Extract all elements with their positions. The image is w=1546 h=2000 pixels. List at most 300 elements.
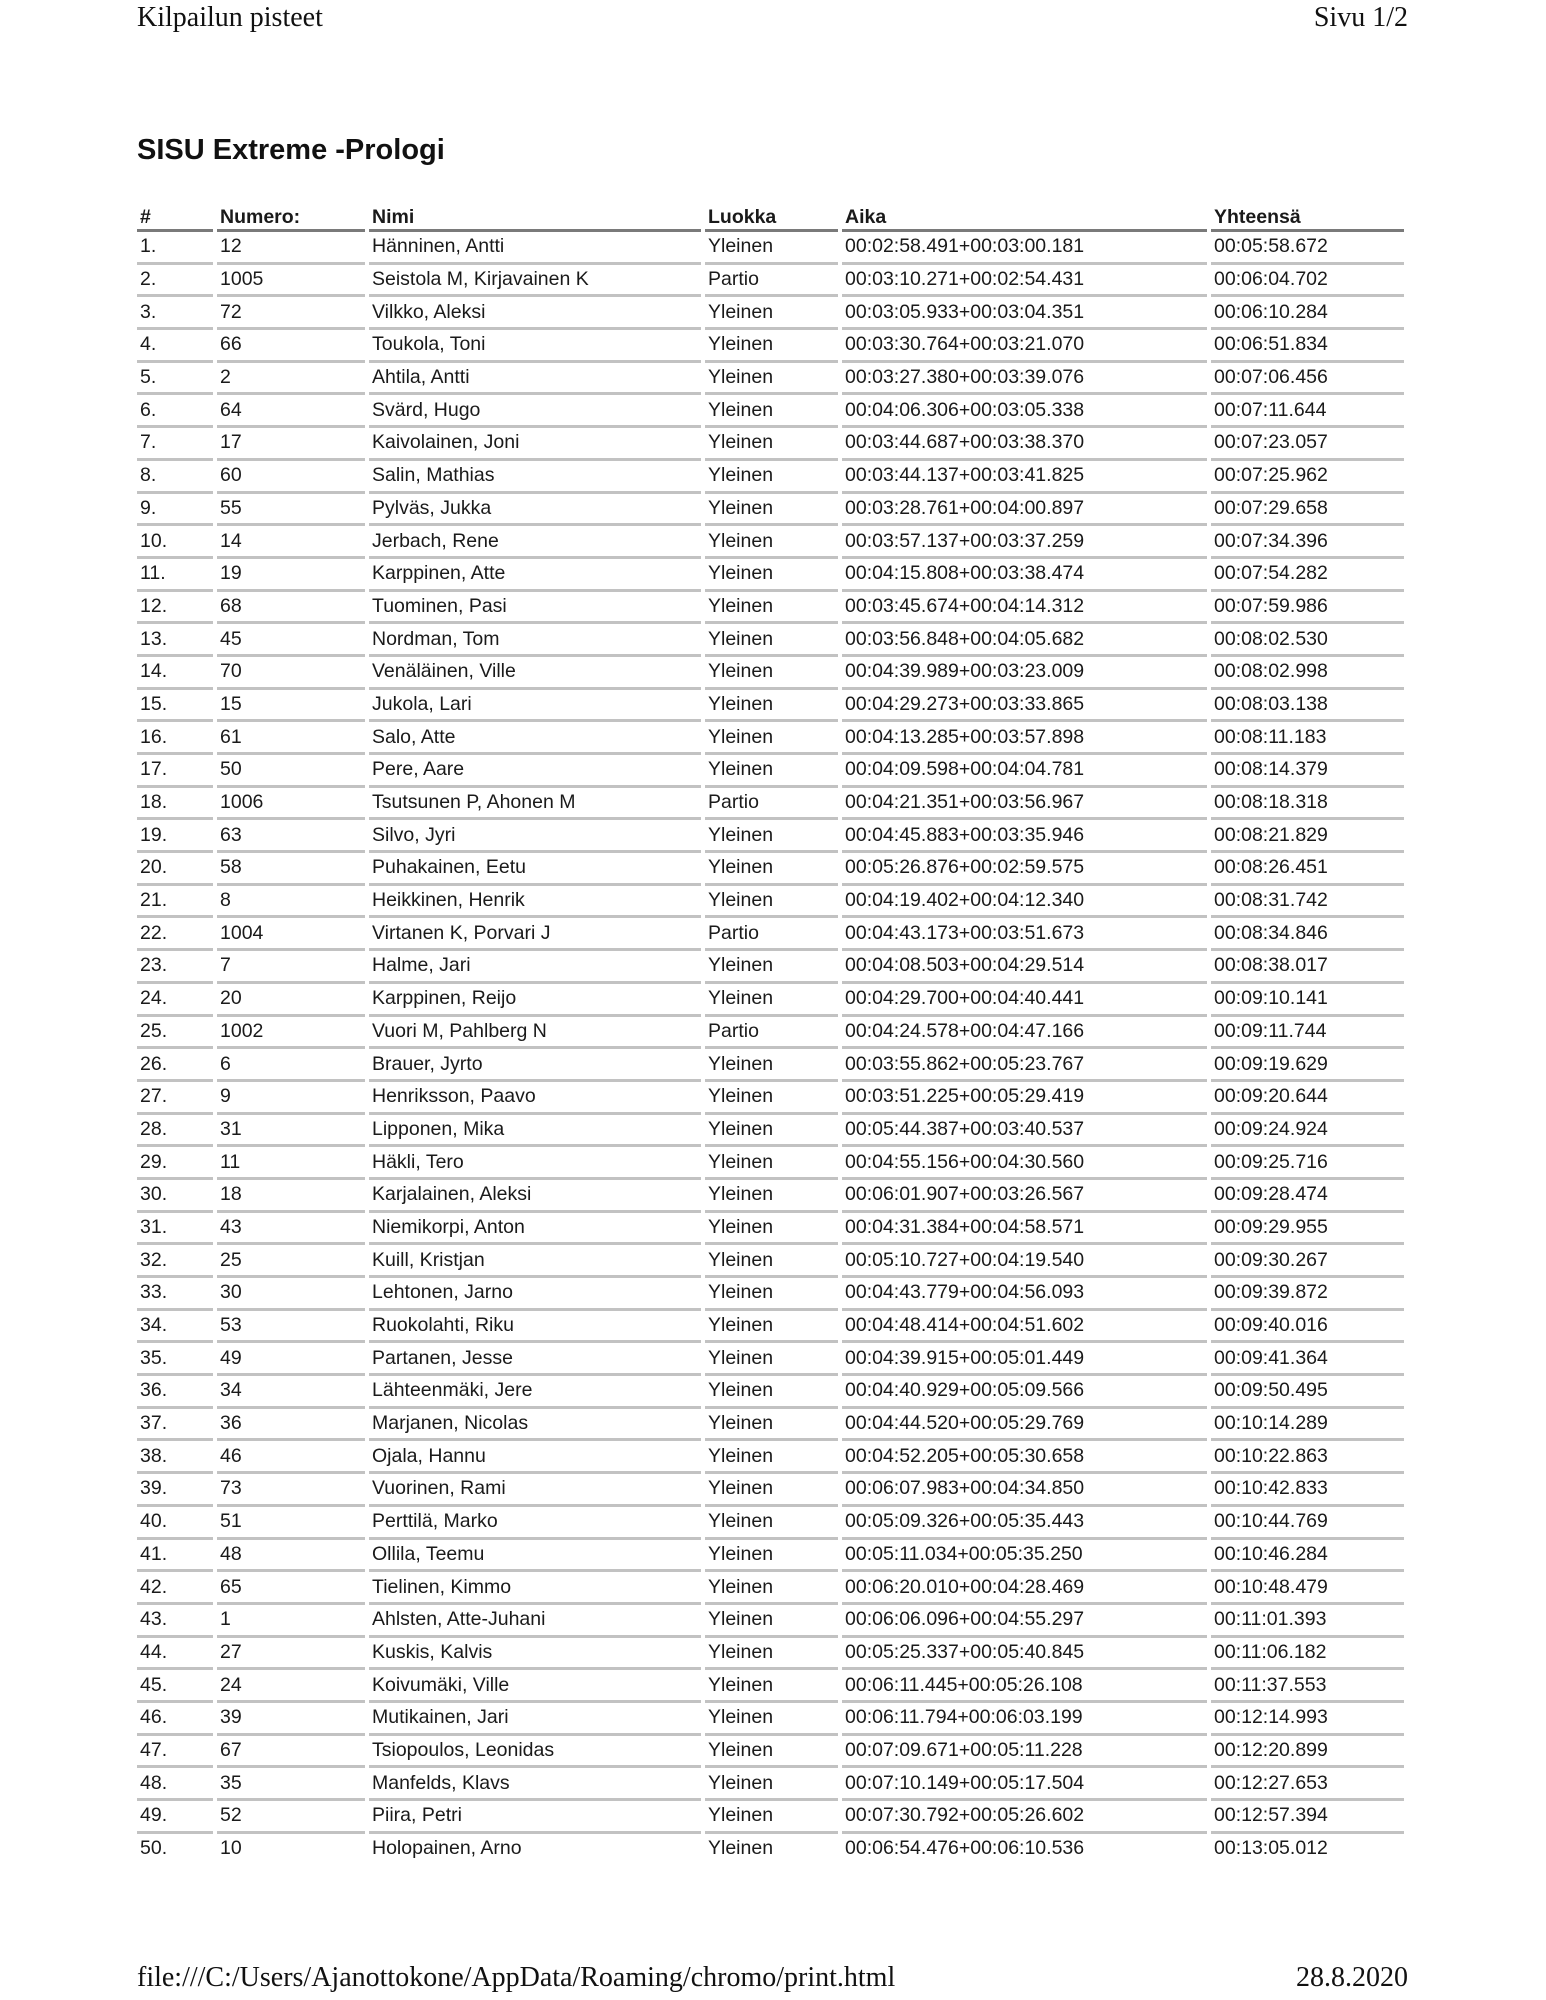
page-title: SISU Extreme -Prologi [137, 134, 445, 166]
cell-total: 00:10:44.769 [1211, 1507, 1404, 1540]
cell-name: Niemikorpi, Anton [369, 1213, 701, 1246]
cell-class: Yleinen [705, 1736, 838, 1769]
cell-number: 1006 [217, 788, 365, 821]
cell-total: 00:09:19.629 [1211, 1049, 1404, 1082]
cell-total: 00:08:21.829 [1211, 820, 1404, 853]
cell-total: 00:12:57.394 [1211, 1801, 1404, 1834]
cell-position: 40. [137, 1507, 213, 1540]
cell-time: 00:04:39.915+00:05:01.449 [842, 1343, 1207, 1376]
cell-name: Karppinen, Atte [369, 559, 701, 592]
table-row [137, 1441, 1404, 1474]
cell-total: 00:12:27.653 [1211, 1768, 1404, 1801]
cell-number: 72 [217, 297, 365, 330]
column-header-class: Luokka [705, 202, 838, 232]
cell-class: Yleinen [705, 1180, 838, 1213]
cell-time: 00:04:29.700+00:04:40.441 [842, 984, 1207, 1017]
table-row [137, 1376, 1404, 1409]
cell-time: 00:04:09.598+00:04:04.781 [842, 755, 1207, 788]
cell-name: Marjanen, Nicolas [369, 1409, 701, 1442]
cell-name: Hänninen, Antti [369, 232, 701, 265]
cell-time: 00:04:06.306+00:03:05.338 [842, 395, 1207, 428]
table-row [137, 1834, 1404, 1864]
cell-name: Häkli, Tero [369, 1147, 701, 1180]
cell-name: Holopainen, Arno [372, 1837, 522, 1860]
cell-time: 00:05:44.387+00:03:40.537 [842, 1115, 1207, 1148]
cell-number: 15 [217, 690, 365, 723]
cell-number: 12 [217, 232, 365, 265]
cell-name: Toukola, Toni [369, 330, 701, 363]
cell-number: 25 [217, 1245, 365, 1278]
table-row [137, 265, 1404, 298]
cell-position: 3. [137, 297, 213, 330]
cell-name: Perttilä, Marko [369, 1507, 701, 1540]
cell-number: 34 [217, 1376, 365, 1409]
cell-position: 23. [137, 951, 213, 984]
column-header-time: Aika [842, 202, 1207, 232]
cell-position: 2. [137, 265, 213, 298]
cell-class: Yleinen [705, 559, 838, 592]
table-row [137, 428, 1404, 461]
cell-number: 60 [217, 461, 365, 494]
cell-position: 22. [137, 918, 213, 951]
cell-time: 00:04:39.989+00:03:23.009 [842, 657, 1207, 690]
cell-position: 34. [137, 1311, 213, 1344]
cell-position: 47. [137, 1736, 213, 1769]
table-row [137, 918, 1404, 951]
cell-class: Yleinen [705, 1801, 838, 1834]
cell-total: 00:09:50.495 [1211, 1376, 1404, 1409]
cell-name: Tielinen, Kimmo [369, 1572, 701, 1605]
print-footer [137, 1962, 1408, 1994]
cell-name: Puhakainen, Eetu [369, 853, 701, 886]
cell-class: Yleinen [705, 1540, 838, 1573]
table-row [137, 1311, 1404, 1344]
cell-total: 00:06:10.284 [1211, 297, 1404, 330]
table-header-row [137, 202, 1404, 232]
column-header-total: Yhteensä [1211, 202, 1404, 232]
cell-total: 00:08:31.742 [1211, 886, 1404, 919]
cell-time: 00:05:25.337+00:05:40.845 [842, 1638, 1207, 1671]
print-date: 28.8.2020 [1296, 1962, 1408, 1993]
cell-number: 48 [217, 1540, 365, 1573]
cell-name: Vilkko, Aleksi [369, 297, 701, 330]
cell-total: 00:11:01.393 [1211, 1605, 1404, 1638]
table-row [137, 330, 1404, 363]
cell-number: 53 [217, 1311, 365, 1344]
cell-total: 00:12:14.993 [1211, 1703, 1404, 1736]
cell-position: 33. [137, 1278, 213, 1311]
cell-name: Lipponen, Mika [369, 1115, 701, 1148]
cell-time: 00:03:51.225+00:05:29.419 [842, 1082, 1207, 1115]
cell-name: Kaivolainen, Joni [369, 428, 701, 461]
table-row [137, 722, 1404, 755]
cell-position: 39. [137, 1474, 213, 1507]
table-row [137, 820, 1404, 853]
print-footer-url: file:///C:/Users/Ajanottokone/AppData/Roaming/chromo/print.html [137, 1962, 896, 1993]
cell-position: 14. [137, 657, 213, 690]
cell-number: 30 [217, 1278, 365, 1311]
table-row [137, 886, 1404, 919]
print-header-title: Kilpailun pisteet [137, 2, 323, 33]
cell-name: Tsiopoulos, Leonidas [369, 1736, 701, 1769]
cell-name: Pere, Aare [369, 755, 701, 788]
cell-position: 45. [137, 1670, 213, 1703]
cell-number: 70 [217, 657, 365, 690]
cell-number: 20 [217, 984, 365, 1017]
cell-total: 00:08:34.846 [1211, 918, 1404, 951]
cell-class: Yleinen [705, 1147, 838, 1180]
cell-number: 7 [217, 951, 365, 984]
cell-position: 27. [137, 1082, 213, 1115]
cell-number: 11 [217, 1147, 365, 1180]
cell-total: 00:09:29.955 [1211, 1213, 1404, 1246]
cell-time: 00:03:05.933+00:03:04.351 [842, 297, 1207, 330]
cell-name: Ahtila, Antti [369, 363, 701, 396]
cell-number: 43 [217, 1213, 365, 1246]
cell-time: 00:05:10.727+00:04:19.540 [842, 1245, 1207, 1278]
cell-time: 00:04:43.173+00:03:51.673 [842, 918, 1207, 951]
cell-position: 13. [137, 624, 213, 657]
cell-number: 14 [217, 526, 365, 559]
cell-total: 00:10:14.289 [1211, 1409, 1404, 1442]
cell-total: 00:09:40.016 [1211, 1311, 1404, 1344]
cell-name: Ruokolahti, Riku [369, 1311, 701, 1344]
cell-class: Partio [705, 918, 838, 951]
cell-total: 00:09:24.924 [1211, 1115, 1404, 1148]
table-row [137, 363, 1404, 396]
cell-number: 52 [217, 1801, 365, 1834]
table-row [137, 1343, 1404, 1376]
cell-time: 00:03:56.848+00:04:05.682 [842, 624, 1207, 657]
cell-number: 1005 [217, 265, 365, 298]
cell-time: 00:04:48.414+00:04:51.602 [842, 1311, 1207, 1344]
table-row [137, 1703, 1404, 1736]
cell-name: Kuskis, Kalvis [369, 1638, 701, 1671]
cell-time: 00:04:19.402+00:04:12.340 [842, 886, 1207, 919]
cell-position: 20. [137, 853, 213, 886]
cell-class: Yleinen [705, 1474, 838, 1507]
cell-class: Yleinen [705, 624, 838, 657]
cell-class: Yleinen [705, 1213, 838, 1246]
cell-time: 00:04:24.578+00:04:47.166 [842, 1017, 1207, 1050]
table-row [137, 788, 1404, 821]
table-row [137, 1115, 1404, 1148]
cell-time: 00:04:08.503+00:04:29.514 [842, 951, 1207, 984]
cell-time: 00:03:44.137+00:03:41.825 [842, 461, 1207, 494]
cell-position: 24. [137, 984, 213, 1017]
cell-name: Pylväs, Jukka [369, 494, 701, 527]
cell-number: 66 [217, 330, 365, 363]
cell-time: 00:07:09.671+00:05:11.228 [842, 1736, 1207, 1769]
column-header-position: # [137, 202, 213, 232]
cell-position: 7. [137, 428, 213, 461]
table-row [137, 1245, 1404, 1278]
cell-position: 25. [137, 1017, 213, 1050]
table-row [137, 1049, 1404, 1082]
cell-name: Koivumäki, Ville [369, 1670, 701, 1703]
cell-number: 8 [217, 886, 365, 919]
cell-class: Yleinen [705, 722, 838, 755]
cell-number: 58 [217, 853, 365, 886]
table-row [137, 1572, 1404, 1605]
cell-class: Yleinen [705, 1605, 838, 1638]
table-row [137, 494, 1404, 527]
cell-time: 00:05:26.876+00:02:59.575 [842, 853, 1207, 886]
cell-position: 44. [137, 1638, 213, 1671]
table-row [137, 592, 1404, 625]
cell-time: 00:05:09.326+00:05:35.443 [842, 1507, 1207, 1540]
table-row [137, 657, 1404, 690]
cell-name: Halme, Jari [369, 951, 701, 984]
cell-position: 31. [137, 1213, 213, 1246]
cell-position: 19. [137, 820, 213, 853]
cell-class: Yleinen [705, 1311, 838, 1344]
cell-name: Jukola, Lari [369, 690, 701, 723]
cell-number: 45 [217, 624, 365, 657]
cell-time: 00:06:06.096+00:04:55.297 [842, 1605, 1207, 1638]
cell-name: Vuori M, Pahlberg N [369, 1017, 701, 1050]
cell-position: 6. [137, 395, 213, 428]
table-row [137, 1768, 1404, 1801]
cell-number: 19 [217, 559, 365, 592]
table-row [137, 1082, 1404, 1115]
cell-position: 26. [137, 1049, 213, 1082]
cell-number: 1 [217, 1605, 365, 1638]
cell-name: Mutikainen, Jari [369, 1703, 701, 1736]
cell-total: 00:06:51.834 [1211, 330, 1404, 363]
table-row [137, 297, 1404, 330]
cell-class: Yleinen [705, 330, 838, 363]
table-row [137, 461, 1404, 494]
cell-class: Yleinen [705, 820, 838, 853]
cell-number: 39 [217, 1703, 365, 1736]
cell-total: 00:06:04.702 [1211, 265, 1404, 298]
cell-time: 00:06:07.983+00:04:34.850 [842, 1474, 1207, 1507]
table-row [137, 232, 1404, 265]
table-row [137, 624, 1404, 657]
table-row [137, 1801, 1404, 1834]
cell-name: Karppinen, Reijo [369, 984, 701, 1017]
cell-position: 41. [137, 1540, 213, 1573]
cell-position: 12. [137, 592, 213, 625]
cell-name: Manfelds, Klavs [369, 1768, 701, 1801]
cell-class: Yleinen [705, 428, 838, 461]
cell-time: 00:03:27.380+00:03:39.076 [842, 363, 1207, 396]
cell-number: 10 [220, 1837, 242, 1860]
cell-number: 50 [217, 755, 365, 788]
cell-time: 00:03:55.862+00:05:23.767 [842, 1049, 1207, 1082]
cell-time: 00:03:30.764+00:03:21.070 [842, 330, 1207, 363]
cell-position: 28. [137, 1115, 213, 1148]
table-row [137, 1605, 1404, 1638]
cell-number: 17 [217, 428, 365, 461]
print-header [137, 2, 1408, 34]
cell-time: 00:02:58.491+00:03:00.181 [842, 232, 1207, 265]
cell-name: Ahlsten, Atte-Juhani [369, 1605, 701, 1638]
cell-time: 00:06:20.010+00:04:28.469 [842, 1572, 1207, 1605]
cell-position: 1. [137, 232, 213, 265]
cell-number: 67 [217, 1736, 365, 1769]
cell-class: Yleinen [705, 592, 838, 625]
cell-time: 00:05:11.034+00:05:35.250 [842, 1540, 1207, 1573]
cell-time: 00:04:52.205+00:05:30.658 [842, 1441, 1207, 1474]
cell-total: 00:07:29.658 [1211, 494, 1404, 527]
cell-class: Yleinen [705, 1638, 838, 1671]
cell-number: 24 [217, 1670, 365, 1703]
cell-time: 00:04:45.883+00:03:35.946 [842, 820, 1207, 853]
cell-time: 00:03:45.674+00:04:14.312 [842, 592, 1207, 625]
table-row [137, 951, 1404, 984]
cell-position: 17. [137, 755, 213, 788]
cell-class: Yleinen [705, 690, 838, 723]
cell-class: Yleinen [705, 1441, 838, 1474]
cell-time: 00:03:10.271+00:02:54.431 [842, 265, 1207, 298]
cell-class: Yleinen [705, 1049, 838, 1082]
page-number: Sivu 1/2 [1313, 2, 1408, 33]
cell-total: 00:07:34.396 [1211, 526, 1404, 559]
column-header-number: Numero: [217, 202, 365, 232]
cell-time: 00:04:44.520+00:05:29.769 [842, 1409, 1207, 1442]
table-row [137, 690, 1404, 723]
results-table [133, 202, 1408, 1863]
cell-name: Salin, Mathias [369, 461, 701, 494]
cell-name: Heikkinen, Henrik [369, 886, 701, 919]
cell-number: 73 [217, 1474, 365, 1507]
cell-total: 00:05:58.672 [1211, 232, 1404, 265]
table-row [137, 1409, 1404, 1442]
cell-total: 00:09:41.364 [1211, 1343, 1404, 1376]
table-row [137, 1147, 1404, 1180]
cell-total: 00:09:11.744 [1211, 1017, 1404, 1050]
table-row [137, 1017, 1404, 1050]
cell-name: Vuorinen, Rami [369, 1474, 701, 1507]
cell-time: 00:06:54.476+00:06:10.536 [845, 1837, 1085, 1860]
table-row [137, 1507, 1404, 1540]
table-row [137, 853, 1404, 886]
cell-total: 00:08:03.138 [1211, 690, 1404, 723]
cell-class: Yleinen [705, 1572, 838, 1605]
cell-name: Kuill, Kristjan [369, 1245, 701, 1278]
cell-total: 00:07:06.456 [1211, 363, 1404, 396]
cell-position: 16. [137, 722, 213, 755]
cell-number: 9 [217, 1082, 365, 1115]
table-row [137, 1540, 1404, 1573]
cell-position: 10. [137, 526, 213, 559]
cell-number: 55 [217, 494, 365, 527]
cell-name: Karjalainen, Aleksi [369, 1180, 701, 1213]
cell-total: 00:09:10.141 [1211, 984, 1404, 1017]
cell-time: 00:04:55.156+00:04:30.560 [842, 1147, 1207, 1180]
cell-time: 00:07:30.792+00:05:26.602 [842, 1801, 1207, 1834]
cell-total: 00:09:20.644 [1211, 1082, 1404, 1115]
cell-total: 00:11:37.553 [1211, 1670, 1404, 1703]
table-row [137, 755, 1404, 788]
cell-total: 00:08:26.451 [1211, 853, 1404, 886]
cell-name: Ojala, Hannu [369, 1441, 701, 1474]
cell-name: Tuominen, Pasi [369, 592, 701, 625]
cell-class: Yleinen [705, 1670, 838, 1703]
cell-class: Yleinen [705, 232, 838, 265]
cell-class: Yleinen [705, 395, 838, 428]
cell-total: 00:07:25.962 [1211, 461, 1404, 494]
cell-position: 38. [137, 1441, 213, 1474]
cell-position: 36. [137, 1376, 213, 1409]
cell-class: Yleinen [705, 297, 838, 330]
cell-number: 49 [217, 1343, 365, 1376]
cell-total: 00:07:54.282 [1211, 559, 1404, 592]
cell-name: Jerbach, Rene [369, 526, 701, 559]
cell-number: 36 [217, 1409, 365, 1442]
cell-name: Henriksson, Paavo [369, 1082, 701, 1115]
cell-total: 00:10:22.863 [1211, 1441, 1404, 1474]
cell-position: 48. [137, 1768, 213, 1801]
table-row [137, 1278, 1404, 1311]
cell-position: 11. [137, 559, 213, 592]
cell-class: Yleinen [708, 1837, 774, 1860]
cell-position: 35. [137, 1343, 213, 1376]
cell-total: 00:13:05.012 [1214, 1837, 1328, 1860]
cell-class: Yleinen [705, 1507, 838, 1540]
cell-class: Yleinen [705, 526, 838, 559]
cell-time: 00:07:10.149+00:05:17.504 [842, 1768, 1207, 1801]
cell-name: Ollila, Teemu [369, 1540, 701, 1573]
cell-number: 35 [217, 1768, 365, 1801]
cell-position: 9. [137, 494, 213, 527]
cell-position: 18. [137, 788, 213, 821]
table-row [137, 1474, 1404, 1507]
cell-total: 00:08:18.318 [1211, 788, 1404, 821]
cell-class: Partio [705, 788, 838, 821]
cell-time: 00:04:43.779+00:04:56.093 [842, 1278, 1207, 1311]
cell-name: Virtanen K, Porvari J [369, 918, 701, 951]
cell-class: Yleinen [705, 951, 838, 984]
cell-class: Yleinen [705, 886, 838, 919]
table-row [137, 526, 1404, 559]
cell-time: 00:04:21.351+00:03:56.967 [842, 788, 1207, 821]
cell-number: 65 [217, 1572, 365, 1605]
table-row [137, 1670, 1404, 1703]
cell-class: Yleinen [705, 853, 838, 886]
cell-total: 00:09:39.872 [1211, 1278, 1404, 1311]
cell-name: Tsutsunen P, Ahonen M [369, 788, 701, 821]
cell-number: 27 [217, 1638, 365, 1671]
cell-time: 00:03:44.687+00:03:38.370 [842, 428, 1207, 461]
cell-class: Partio [705, 265, 838, 298]
cell-position: 32. [137, 1245, 213, 1278]
cell-name: Lähteenmäki, Jere [369, 1376, 701, 1409]
cell-number: 18 [217, 1180, 365, 1213]
cell-time: 00:06:01.907+00:03:26.567 [842, 1180, 1207, 1213]
cell-position: 49. [137, 1801, 213, 1834]
cell-position: 42. [137, 1572, 213, 1605]
cell-class: Yleinen [705, 1409, 838, 1442]
cell-number: 68 [217, 592, 365, 625]
cell-class: Yleinen [705, 1343, 838, 1376]
cell-time: 00:06:11.445+00:05:26.108 [842, 1670, 1207, 1703]
cell-position: 50. [140, 1837, 168, 1860]
cell-class: Yleinen [705, 984, 838, 1017]
results-body [137, 232, 1404, 1863]
cell-position: 4. [137, 330, 213, 363]
column-header-name: Nimi [369, 202, 701, 232]
cell-total: 00:08:11.183 [1211, 722, 1404, 755]
cell-number: 2 [217, 363, 365, 396]
cell-class: Yleinen [705, 1376, 838, 1409]
cell-number: 61 [217, 722, 365, 755]
cell-total: 00:10:46.284 [1211, 1540, 1404, 1573]
cell-position: 37. [137, 1409, 213, 1442]
cell-time: 00:04:13.285+00:03:57.898 [842, 722, 1207, 755]
